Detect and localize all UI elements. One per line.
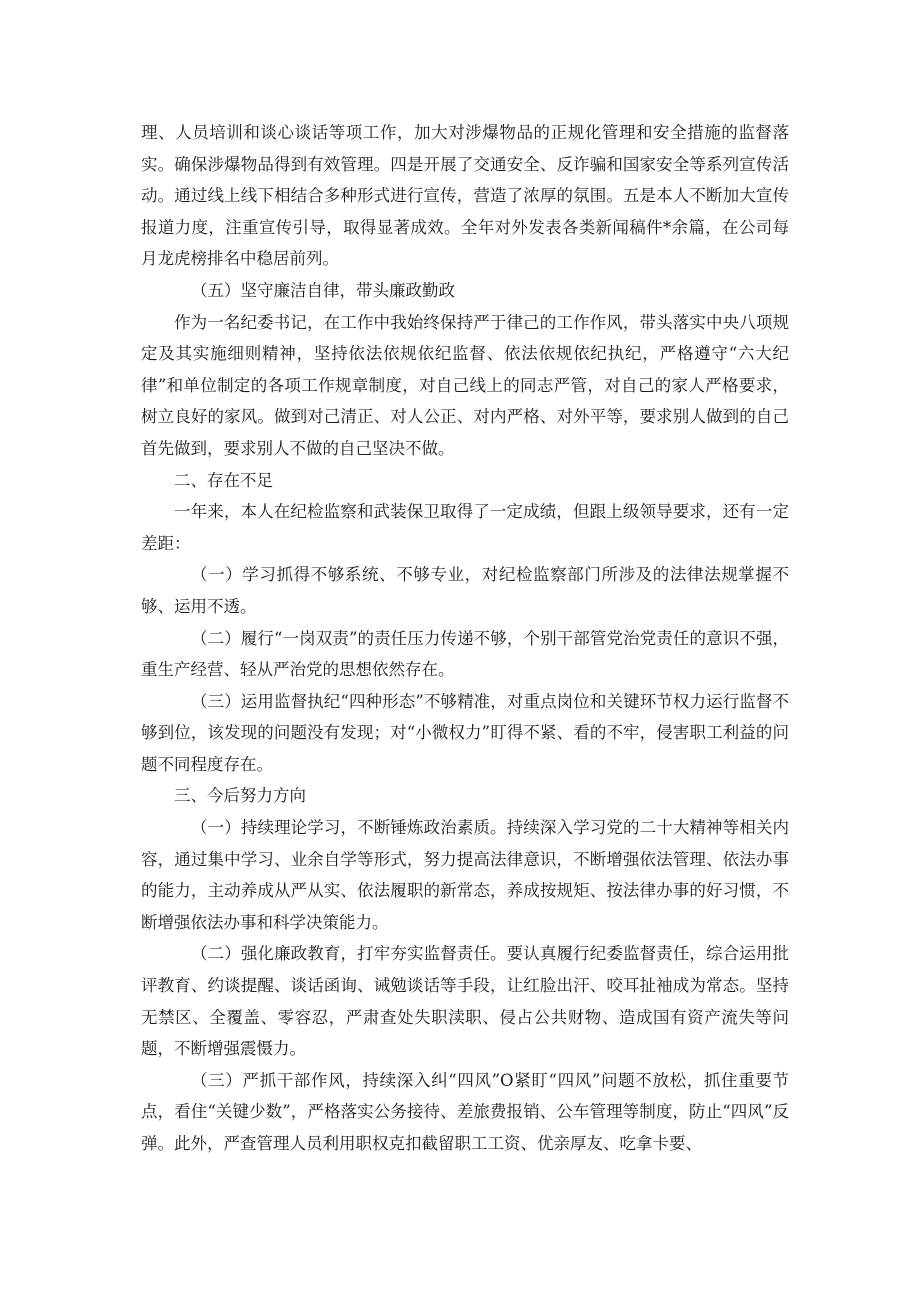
section-heading-future-direction: 三、今后努力方向 xyxy=(174,786,306,806)
paragraph-shortcoming-3: （三）运用监督执纪“四种形态”不够精准，对重点岗位和关键环节权力运行监督不够到位，该发现的问题没有发现；对“小微权力”盯得不紧、看的不牢，侵害职工利益的问题不同程度存在。 xyxy=(141,691,789,774)
paragraph-shortcoming-2: （二）履行“一岗双责”的责任压力传递不够，个别干部管党治党责任的意识不强，重生产经营、轻从严治党的思想依然存在。 xyxy=(141,628,789,680)
paragraph-integrity: 作为一名纪委书记，在工作中我始终保持严于律己的工作作风，带头落实中央八项规定及其实施细则精神，坚持依法依规依纪监督、依法依规依纪执纪，严格遵守“六大纪律”和单位制定的各项工作规章制度，对自己线上的同志严管，对自己的家人严格要求，树立良好的家风。做到对己清正、对人公正、对内严格、对外平等，要求别人做到的自己首先做到，要求别人不做的自己坚决不做。 xyxy=(141,312,789,458)
paragraph-direction-3: （三）严抓干部作风，持续深入纠“四风”O紧盯“四风”问题不放松，抓住重要节点，看住“关键少数”，严格落实公务接待、差旅费报销、公车管理等制度，防止“四风”反弹。此外，严查管理人员利用职权克扣截留职工工资、优亲厚友、吃拿卡要、 xyxy=(141,1070,789,1153)
paragraph-direction-2: （二）强化廉政教育，打牢夯实监督责任。要认真履行纪委监督责任，综合运用批评教育、约谈提醒、谈话函询、诫勉谈话等手段，让红脸出汗、咬耳扯袖成为常态。坚持无禁区、全覆盖、零容忍，严肃查处失职渎职、侵占公共财物、造成国有资产流失等问题，不断增强震慑力。 xyxy=(141,944,789,1059)
paragraph-continued: 理、人员培训和谈心谈话等项工作，加大对涉爆物品的正规化管理和安全措施的监督落实。确保涉爆物品得到有效管理。四是开展了交通安全、反诈骗和国家安全等系列宣传活动。通过线上线下相结合多种形式进行宣传，营造了浓厚的氛围。五是本人不断加大宣传报道力度，注重宣传引导，取得显著成效。全年对外发表各类新闻稿件*余篇，在公司每月龙虎榜排名中稳居前列。 xyxy=(141,123,789,269)
section-heading-shortcomings: 二、存在不足 xyxy=(174,470,273,490)
subsection-heading-5: （五）坚守廉洁自律，带头廉政勤政 xyxy=(191,280,455,300)
paragraph-shortcomings-intro: 一年来，本人在纪检监察和武装保卫取得了一定成绩，但跟上级领导要求，还有一定差距： xyxy=(141,502,789,553)
paragraph-shortcoming-1: （一）学习抓得不够系统、不够专业，对纪检监察部门所涉及的法律法规掌握不够、运用不透。 xyxy=(141,565,789,616)
paragraph-direction-1: （一）持续理论学习，不断锤炼政治素质。持续深入学习党的二十大精神等相关内容，通过集中学习、业余自学等形式，努力提高法律意识，不断增强依法管理、依法办事的能力，主动养成从严从实、依法履职的新常态，养成按规矩、按法律办事的好习惯，不断增强依法办事和科学决策能力。 xyxy=(141,818,789,932)
document-body xyxy=(141,117,789,1160)
